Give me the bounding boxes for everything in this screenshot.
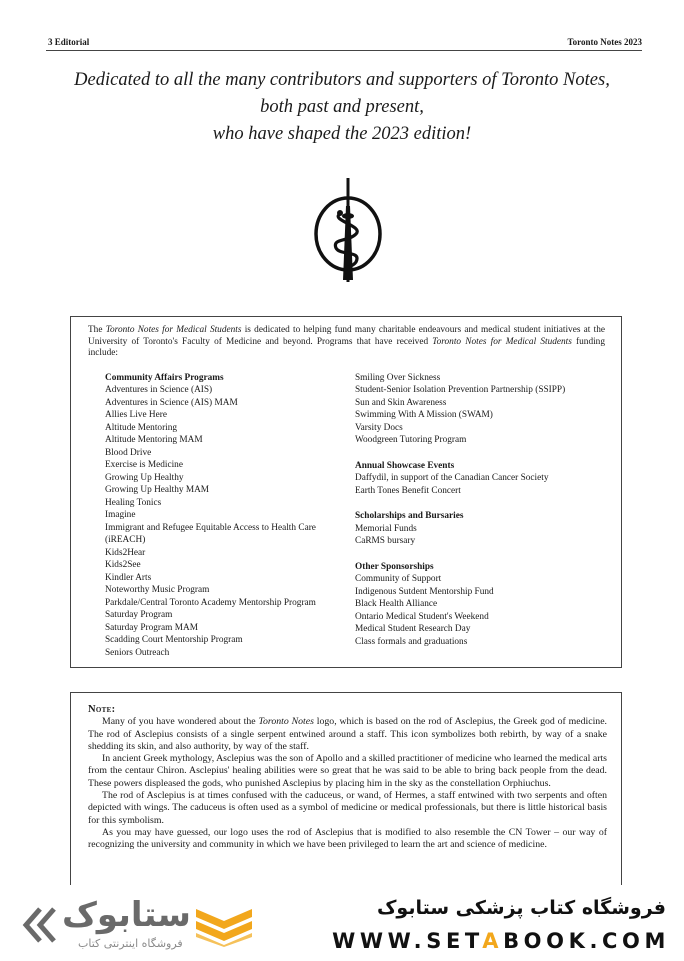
program-item: Varsity Docs — [355, 422, 403, 433]
shop-title: فروشگاه کتاب پزشکی ستابوک — [376, 897, 666, 919]
funding-columns — [88, 373, 605, 661]
program-item: Adventures in Science (AIS) MAM — [105, 397, 238, 408]
program-item: Kids2Hear — [105, 547, 146, 558]
program-item: Seniors Outreach — [105, 647, 170, 658]
program-item: Adventures in Science (AIS) — [105, 385, 213, 395]
sponsorships-list — [355, 574, 605, 649]
note-box — [70, 692, 622, 885]
community-list — [105, 385, 355, 660]
community-list-continued — [355, 373, 605, 448]
scholarships-heading: Scholarships and Bursaries — [355, 511, 464, 521]
program-item: Blood Drive — [105, 447, 152, 458]
program-item: Kids2See — [105, 560, 141, 570]
chevrons-logo-icon — [20, 901, 60, 949]
brand-subtitle: فروشگاه اینترنتی کتاب — [78, 937, 183, 950]
scholarship-item: Memorial Funds — [355, 523, 417, 534]
event-item: Earth Tones Benefit Concert — [355, 485, 461, 496]
shop-url[interactable]: WWW.SETABOOK.COM — [332, 929, 670, 953]
funding-intro: The Toronto Notes for Medical Students is dedicated to helping fund many charitable endeavours and medical student initiatives at the University of Toronto's Faculty of Medicine and beyond. Programs that have received Toronto Notes for Medical Students funding include: — [88, 325, 605, 358]
note-heading: Note: — [88, 704, 116, 715]
program-item: Allies Live Here — [105, 410, 167, 420]
program-item: Parkdale/Central Toronto Academy Mentorship Program — [105, 597, 316, 608]
dedication-line-1: Dedicated to all the many contributors and supporters of Toronto Notes, — [74, 70, 610, 90]
program-item: Exercise is Medicine — [105, 460, 183, 470]
program-item: Healing Tonics — [105, 497, 162, 508]
sponsorship-item: Class formals and graduations — [355, 636, 468, 647]
event-item: Daffydil, in support of the Canadian Cancer Society — [355, 473, 549, 483]
brand-name: ستابوک — [62, 895, 191, 935]
funding-column-left — [105, 373, 355, 661]
sponsorship-item: Ontario Medical Student's Weekend — [355, 611, 489, 622]
scholarships-list — [355, 524, 605, 549]
program-item: Altitude Mentoring MAM — [105, 435, 203, 445]
program-item: Swimming With A Mission (SWAM) — [355, 410, 493, 420]
rod-of-asclepius-cn-tower-icon — [310, 176, 386, 284]
sponsorship-item: Community of Support — [355, 574, 442, 584]
note-paragraph-2: In ancient Greek mythology, Asclepius was the son of Apollo and a skilled practitioner of medicine who learned the medical arts from the centaur Chiron. Asclepius' healing abilities were so great that he was said to be able to bring back people from the dead. These powers displeased the gods, who punished Asclepius by placing him in the sky as the constellation Orphiuchus. — [88, 753, 607, 789]
book-title: Toronto Notes 2023 — [567, 37, 642, 47]
program-item: Saturday Program MAM — [105, 622, 198, 633]
store-banner — [0, 885, 684, 961]
section-label: 3 Editorial — [48, 37, 90, 47]
program-item: Kindler Arts — [105, 572, 152, 583]
dedication-line-2: both past and present, — [260, 97, 424, 117]
note-paragraph-4: As you may have guessed, our logo uses the rod of Asclepius that is modified to also resemble the CN Tower – our way of recognizing the university and community in which we have been privileged to learn the art and science of medicine. — [88, 826, 607, 851]
program-item: Saturday Program — [105, 610, 173, 620]
program-item: Growing Up Healthy — [105, 472, 184, 483]
note-paragraph-3: The rod of Asclepius is at times confused with the caduceus, or wand, of Hermes, a staff entwined with two serpents and often depicted with wings. The caduceus is often used as a symbol of medicine or medical professionals, but there is little historical basis for this symbolism. — [88, 790, 607, 826]
scholarship-item: CaRMS bursary — [355, 536, 416, 546]
program-item: Woodgreen Tutoring Program — [355, 435, 467, 445]
program-item: Altitude Mentoring — [105, 422, 178, 433]
program-item: Imagine — [105, 510, 136, 520]
program-item: Growing Up Healthy MAM — [105, 485, 210, 495]
showcase-list — [355, 473, 605, 498]
program-item: Scadding Court Mentorship Program — [105, 635, 243, 645]
program-item: Sun and Skin Awareness — [355, 397, 447, 408]
sponsorship-item: Black Health Alliance — [355, 599, 438, 609]
program-item: (iREACH) — [105, 535, 146, 545]
header-divider — [46, 50, 642, 51]
funding-box — [70, 316, 622, 668]
sponsorship-item: Medical Student Research Day — [355, 624, 471, 634]
program-item: Student-Senior Isolation Prevention Partnership (SSIPP) — [355, 385, 566, 395]
running-head — [48, 37, 642, 47]
program-item: Immigrant and Refugee Equitable Access to Health Care — [105, 522, 316, 533]
program-item: Noteworthy Music Program — [105, 585, 210, 595]
sponsorship-item: Indigenous Sutdent Mentorship Fund — [355, 586, 494, 597]
sponsorships-heading: Other Sponsorships — [355, 561, 434, 572]
showcase-heading: Annual Showcase Events — [355, 460, 455, 471]
dedication — [40, 67, 644, 148]
note-paragraph-1: Many of you have wondered about the Toronto Notes logo, which is based on the rod of Asclepius, the Greek god of medicine. The rod of Asclepius consists of a single serpent entwined around a staff. This icon symbolizes both rebirth, by way of a snake shedding its skin, and also authority, by way of the staff. — [88, 716, 607, 752]
community-heading: Community Affairs Programs — [105, 372, 224, 383]
program-item: Smiling Over Sickness — [355, 372, 441, 383]
dedication-line-3: who have shaped the 2023 edition! — [212, 124, 472, 144]
open-book-logo-icon — [192, 899, 256, 947]
funding-column-right — [355, 373, 605, 661]
